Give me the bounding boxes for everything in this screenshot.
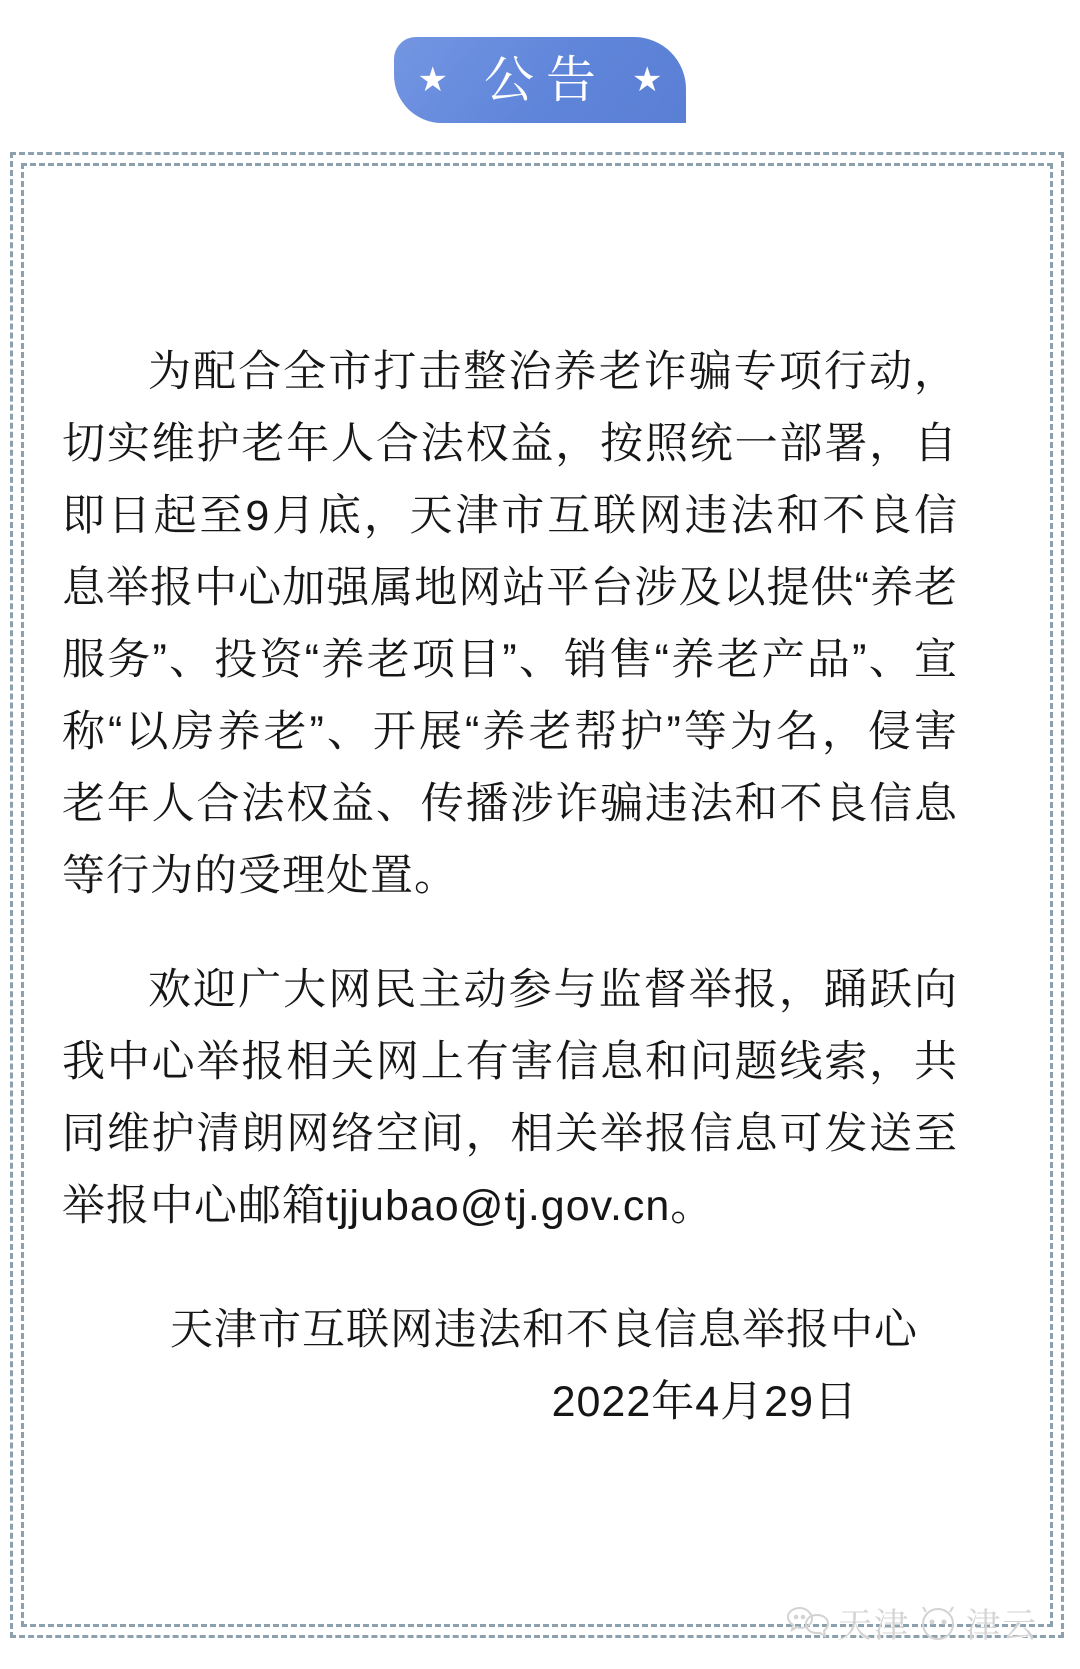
star-icon: ★ <box>417 61 448 99</box>
watermark-text-jinyun: 津云 <box>966 1607 1038 1645</box>
watermark-text-tianjin: 天津 <box>838 1607 910 1645</box>
watermark <box>786 1598 1038 1647</box>
banner-title: 公告 <box>484 52 608 108</box>
dashed-frame-outer <box>10 152 1064 1638</box>
notice-paragraph-2: 欢迎广大网民主动参与监督举报，踊跃向我中心举报相关网上有害信息和问题线索，共同维护清朗网络空间，相关举报信息可发送至举报中心邮箱tjjubao@tj.gov.cn。 <box>62 966 958 1230</box>
notice-paragraph-1: 为配合全市打击整治养老诈骗专项行动，切实维护老年人合法权益，按照统一部署，自即日起至9月底，天津市互联网违法和不良信息举报中心加强属地网站平台涉及以提供“养老服务”、投资“养老项目”、销售“养老产品”、宣称“以房养老”、开展“养老帮护”等为名，侵害老年人合法权益、传播涉诈骗违法和不良信息等行为的受理处置。 <box>62 348 958 900</box>
date-line: 2022年4月29日 <box>551 1378 858 1426</box>
star-icon: ★ <box>632 61 663 99</box>
announcement-banner <box>394 37 686 123</box>
mascot-face-icon <box>918 1604 958 1642</box>
signature-line: 天津市互联网违法和不良信息举报中心 <box>170 1306 918 1354</box>
chat-bubbles-icon <box>786 1605 830 1641</box>
dashed-frame-inner <box>21 163 1053 1627</box>
